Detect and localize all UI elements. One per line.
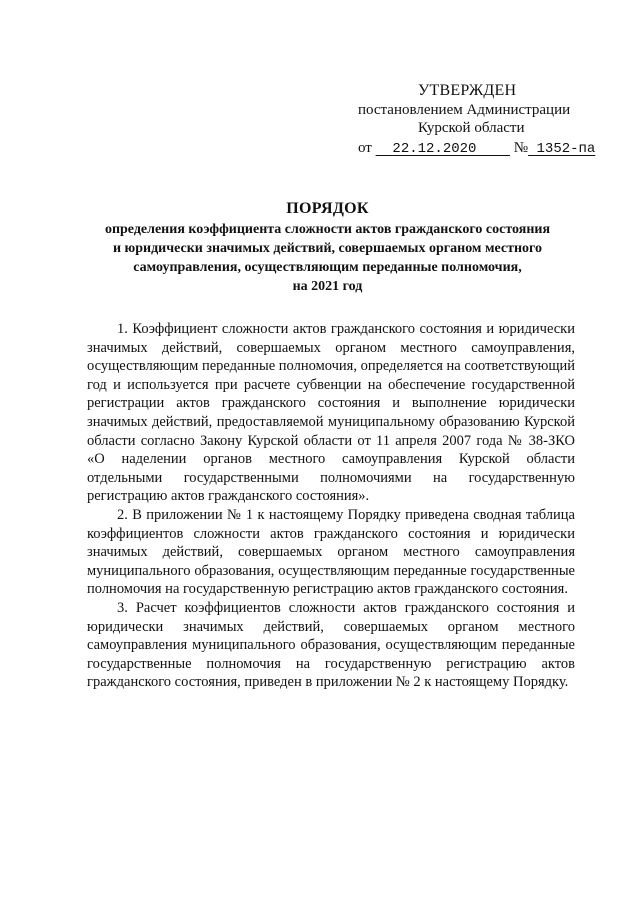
date-prefix: от (358, 140, 372, 156)
document-title-line: и юридически значимых действий, совершаемых органом местного (112, 241, 543, 256)
approval-decree-line: постановлением Администрации (358, 102, 571, 118)
approval-region-line: Курской области (418, 120, 525, 136)
document-title (80, 198, 575, 296)
document-title-main: ПОРЯДОК (286, 200, 369, 217)
approval-date: 22.12.2020 (392, 141, 477, 157)
approval-title: УТВЕРЖДЕН (418, 82, 517, 99)
approval-number: 1352-па (536, 141, 596, 157)
paragraph-2: 2. В приложении № 1 к настоящему Порядку приведена сводная таблица коэффициентов сложности актов гражданского состояния и юридически значимых действий, совершаемых органом местного самоуправления муниципального образования, осуществляющим переданные государственные полномочия на государственную регистрацию актов гражданского состояния. (87, 506, 575, 598)
document-title-line: самоуправления, осуществляющим переданные полномочия, (133, 260, 522, 275)
paragraph-3: 3. Расчет коэффициентов сложности актов гражданского состояния и юридически значимых действий, совершаемых органом местного самоуправления муниципального образования, осуществляющим переданные государственные полномочия на государственную регистрацию актов гражданского состояния, приведен в приложении № 2 к настоящему Порядку. (87, 599, 575, 691)
document-title-line: определения коэффициента сложности актов гражданского состояния (104, 222, 551, 237)
number-prefix: № (513, 140, 529, 156)
document-body (87, 320, 575, 692)
document-title-line: на 2021 год (292, 279, 363, 294)
approval-date-number-line (358, 139, 595, 158)
paragraph-1: 1. Коэффициент сложности актов гражданского состояния и юридически значимых действий, совершаемых органом местного самоуправления, осуществляющим переданные полномочия, определяется на соответствующий год и используется при расчете субвенции на обеспечение государственной регистрации актов гражданского состояния и выполнение юридически значимых действий, предоставляемой муниципальному образованию Курской области согласно Закону Курской области от 11 апреля 2007 года № 38-ЗКО «О наделении органов местного самоуправления Курской области отдельными государственными полномочиями на государственную регистрацию актов гражданского состояния». (87, 321, 576, 505)
